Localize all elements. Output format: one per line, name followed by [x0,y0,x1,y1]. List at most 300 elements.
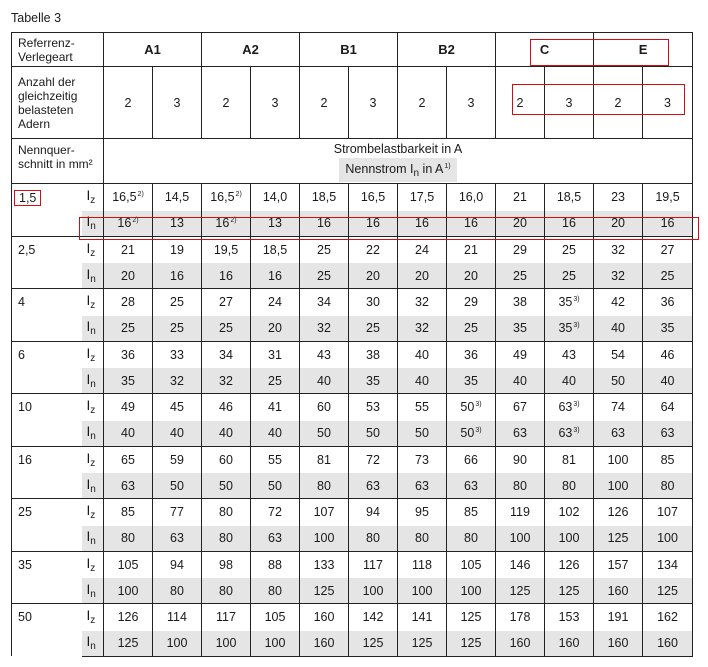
group-b2: B2 [398,33,496,67]
in-value-cell: 40 [398,368,447,394]
iz-value-cell: 18,5 [300,184,349,211]
iz-value-cell: 81 [545,446,594,473]
iz-value-cell: 88 [251,551,300,578]
iz-value-cell: 66 [447,446,496,473]
in-value-cell: 16 [398,211,447,237]
iz-value-cell: 45 [153,394,202,421]
iz-value-cell: 28 [104,289,153,316]
cores-count-cell: 3 [153,67,202,139]
iz-value-cell: 53 [349,394,398,421]
in-value-cell: 80 [202,578,251,604]
in-symbol: $I_n$ [82,316,104,342]
in-value-cell: 63 [643,421,693,447]
in-value-cell: 50 [251,473,300,499]
iz-value-cell: 117 [202,604,251,631]
iz-value-cell: 36 [104,341,153,368]
iz-symbol: $I_z$ [82,289,104,316]
in-value-cell: 25 [153,316,202,342]
in-value-cell: 40 [104,421,153,447]
header-row-count [12,67,693,139]
cross-section-value: 1,5 [12,184,82,237]
in-value-cell: 125 [300,578,349,604]
iz-value-cell: 27 [643,236,693,263]
iz-value-cell: 72 [349,446,398,473]
group-e: E [594,33,693,67]
in-value-cell: 40 [594,316,643,342]
in-symbol: $I_n$ [82,526,104,552]
in-value-cell: 125 [447,631,496,657]
iz-value-cell: 126 [594,499,643,526]
footnote-mark: 2) [132,217,139,224]
in-value-cell: 100 [349,578,398,604]
in-value-cell: 20 [251,316,300,342]
in-symbol: $I_n$ [82,211,104,237]
in-value-cell: 32 [300,316,349,342]
in-value-cell: 20 [594,211,643,237]
iz-symbol: $I_z$ [82,551,104,578]
iz-value-cell: 38 [496,289,545,316]
iz-value-cell: 14,5 [153,184,202,211]
in-value-cell: 13 [251,211,300,237]
in-value-cell: 25 [300,263,349,289]
iz-value-cell: 119 [496,499,545,526]
iz-value-cell: 85 [104,499,153,526]
iz-value-cell: 94 [349,499,398,526]
group-a2: A2 [202,33,300,67]
table-row-iz [12,551,693,578]
iz-value-cell: 22 [349,236,398,263]
in-value-cell: 25 [349,316,398,342]
iz-value-cell: 105 [104,551,153,578]
group-b1: B1 [300,33,398,67]
iz-value-cell: 23 [594,184,643,211]
in-value-cell: 100 [153,631,202,657]
in-value-cell: 16 [447,211,496,237]
cross-section-value: 16 [12,446,82,499]
table-row-in [12,211,693,237]
iz-value-cell: 107 [643,499,693,526]
in-value-cell: 16 [545,211,594,237]
table-row-in [12,263,693,289]
iz-value-cell: 46 [643,341,693,368]
iz-value-cell: 85 [447,499,496,526]
in-value-cell: 25 [104,316,153,342]
iz-value-cell: 50$^{3)}$ [447,394,496,421]
footnote-mark: 3) [573,427,580,434]
in-value-cell: 16 [251,263,300,289]
cores-count-cell: 2 [398,67,447,139]
iz-value-cell: 60 [202,446,251,473]
iz-value-cell: 42 [594,289,643,316]
in-value-cell: 80 [643,473,693,499]
footnote-mark: 2) [230,217,237,224]
iz-value-cell: 80 [202,499,251,526]
in-value-cell: 20 [398,263,447,289]
in-value-cell: 13 [153,211,202,237]
in-value-cell: 100 [594,473,643,499]
iz-value-cell: 117 [349,551,398,578]
cross-section-value: 25 [12,499,82,552]
count-label: Anzahl der gleichzeitig belasteten Adern [12,67,104,139]
in-value-cell: 63 [104,473,153,499]
footnote-mark: 3) [573,322,580,329]
iz-value-cell: 72 [251,499,300,526]
table-row-in [12,526,693,552]
in-value-cell: 63 [496,421,545,447]
iz-value-cell: 162 [643,604,693,631]
in-value-cell: 50 [594,368,643,394]
iz-symbol: $I_z$ [82,394,104,421]
iz-value-cell: 94 [153,551,202,578]
iz-value-cell: 142 [349,604,398,631]
iz-value-cell: 25 [300,236,349,263]
in-value-cell: 20 [496,211,545,237]
iz-value-cell: 34 [300,289,349,316]
cores-count-cell: 3 [643,67,693,139]
iz-value-cell: 38 [349,341,398,368]
in-value-cell: 50 [349,421,398,447]
iz-value-cell: 81 [300,446,349,473]
iz-value-cell: 55 [398,394,447,421]
cores-count-cell: 3 [447,67,496,139]
iz-value-cell: 25 [153,289,202,316]
table-row-iz [12,184,693,211]
cross-section-value: 4 [12,289,82,342]
footnote-mark: 2) [137,191,144,199]
footnote-mark: 2) [235,191,242,199]
iz-value-cell: 107 [300,499,349,526]
in-value-cell: 16 [349,211,398,237]
in-value-cell: 100 [496,526,545,552]
table-row-iz [12,604,693,631]
in-value-cell: 50 [300,421,349,447]
iz-value-cell: 77 [153,499,202,526]
in-value-cell: 40 [300,368,349,394]
in-symbol: $I_n$ [82,473,104,499]
in-value-cell: 50 [398,421,447,447]
iz-value-cell: 32 [398,289,447,316]
in-value-cell: 25 [545,263,594,289]
iz-value-cell: 125 [447,604,496,631]
iz-symbol: $I_z$ [82,236,104,263]
iz-value-cell: 105 [251,604,300,631]
iz-value-cell: 34 [202,341,251,368]
iz-value-cell: 24 [398,236,447,263]
iz-value-cell: 29 [496,236,545,263]
iz-value-cell: 16,5 [349,184,398,211]
rated-current-label: Nennstrom $I_n$ in A$^{1)}$ [339,158,456,182]
in-value-cell: 160 [643,631,693,657]
in-value-cell: 20 [104,263,153,289]
in-value-cell: 35 [349,368,398,394]
in-value-cell: 16 [202,263,251,289]
table-body [12,33,693,657]
in-value-cell: 35 [496,316,545,342]
iz-value-cell: 30 [349,289,398,316]
in-value-cell: 80 [300,473,349,499]
group-a1: A1 [104,33,202,67]
iz-value-cell: 36 [447,341,496,368]
in-value-cell: 40 [251,421,300,447]
in-value-cell: 32 [594,263,643,289]
in-value-cell: 80 [153,578,202,604]
in-symbol: $I_n$ [82,263,104,289]
iz-value-cell: 19,5 [202,236,251,263]
in-value-cell: 63$^{3)}$ [545,421,594,447]
in-symbol: $I_n$ [82,578,104,604]
iz-value-cell: 46 [202,394,251,421]
table-caption: Tabelle 3 [11,11,62,25]
iz-value-cell: 114 [153,604,202,631]
in-value-cell: 35$^{3)}$ [545,316,594,342]
in-value-cell: 63 [594,421,643,447]
iz-value-cell: 126 [104,604,153,631]
iz-value-cell: 21 [496,184,545,211]
in-value-cell: 80 [104,526,153,552]
iz-value-cell: 134 [643,551,693,578]
iz-value-cell: 85 [643,446,693,473]
in-value-cell: 50 [202,473,251,499]
iz-value-cell: 32 [594,236,643,263]
in-value-cell: 16$^{2)}$ [202,211,251,237]
in-value-cell: 50$^{3)}$ [447,421,496,447]
in-value-cell: 16$^{2)}$ [104,211,153,237]
footnote-mark: 3) [573,401,580,409]
iz-value-cell: 102 [545,499,594,526]
in-value-cell: 80 [398,526,447,552]
cores-count-cell: 2 [300,67,349,139]
table-row-in [12,368,693,394]
in-value-cell: 80 [496,473,545,499]
in-value-cell: 80 [545,473,594,499]
in-value-cell: 40 [545,368,594,394]
in-value-cell: 100 [447,578,496,604]
cores-count-cell: 3 [349,67,398,139]
table-row-iz [12,499,693,526]
cross-section-value: 50 [12,604,82,657]
iz-value-cell: 191 [594,604,643,631]
iz-value-cell: 49 [104,394,153,421]
iz-value-cell: 49 [496,341,545,368]
iz-value-cell: 25 [545,236,594,263]
in-value-cell: 100 [643,526,693,552]
in-value-cell: 63 [398,473,447,499]
header-row-cross [12,139,693,184]
iz-value-cell: 41 [251,394,300,421]
iz-value-cell: 146 [496,551,545,578]
iz-symbol: $I_z$ [82,446,104,473]
table-row-in [12,631,693,657]
cores-count-cell: 2 [594,67,643,139]
in-value-cell: 16 [300,211,349,237]
in-value-cell: 125 [496,578,545,604]
iz-value-cell: 40 [398,341,447,368]
in-value-cell: 16 [153,263,202,289]
cores-count-cell: 2 [104,67,153,139]
footnote-mark: 3) [573,296,580,304]
in-value-cell: 32 [153,368,202,394]
iz-value-cell: 65 [104,446,153,473]
cross-section-label: Nennquer- schnitt in mm² [12,139,104,184]
table-row-iz [12,446,693,473]
iz-value-cell: 100 [594,446,643,473]
header-row-ref [12,33,693,67]
iz-value-cell: 133 [300,551,349,578]
iz-value-cell: 55 [251,446,300,473]
table-row-in [12,316,693,342]
in-value-cell: 40 [202,421,251,447]
iz-value-cell: 105 [447,551,496,578]
ref-label: Referrenz- Verlegeart [12,33,104,67]
in-value-cell: 25 [643,263,693,289]
cross-section-value: 10 [12,394,82,447]
in-value-cell: 63 [447,473,496,499]
footnote-mark: 3) [475,427,482,434]
group-c: C [496,33,594,67]
table-row-in [12,421,693,447]
in-value-cell: 125 [104,631,153,657]
iz-value-cell: 59 [153,446,202,473]
in-value-cell: 160 [594,631,643,657]
cores-count-cell: 2 [496,67,545,139]
in-value-cell: 100 [202,631,251,657]
iz-value-cell: 64 [643,394,693,421]
iz-value-cell: 16,0 [447,184,496,211]
iz-value-cell: 141 [398,604,447,631]
in-value-cell: 80 [202,526,251,552]
in-value-cell: 63 [153,526,202,552]
in-value-cell: 35 [447,368,496,394]
iz-value-cell: 21 [104,236,153,263]
iz-value-cell: 14,0 [251,184,300,211]
in-value-cell: 160 [300,631,349,657]
in-symbol: $I_n$ [82,631,104,657]
in-value-cell: 32 [202,368,251,394]
in-value-cell: 100 [104,578,153,604]
cores-count-cell: 3 [545,67,594,139]
in-value-cell: 25 [251,368,300,394]
in-value-cell: 35 [643,316,693,342]
iz-value-cell: 73 [398,446,447,473]
table-row-iz [12,394,693,421]
table-row-in [12,578,693,604]
load-title: Strombelastbarkeit in A [333,141,463,156]
load-header [104,139,693,184]
in-value-cell: 160 [594,578,643,604]
in-symbol: $I_n$ [82,368,104,394]
in-value-cell: 25 [496,263,545,289]
current-capacity-table [11,32,693,657]
in-value-cell: 100 [398,578,447,604]
in-value-cell: 125 [398,631,447,657]
iz-value-cell: 36 [643,289,693,316]
in-value-cell: 20 [447,263,496,289]
iz-value-cell: 43 [545,341,594,368]
iz-symbol: $I_z$ [82,499,104,526]
iz-value-cell: 60 [300,394,349,421]
iz-value-cell: 16,5$^{2)}$ [202,184,251,211]
table-row-iz [12,236,693,263]
in-value-cell: 40 [496,368,545,394]
in-value-cell: 50 [153,473,202,499]
cross-section-value: 35 [12,551,82,604]
in-value-cell: 40 [643,368,693,394]
in-value-cell: 80 [447,526,496,552]
iz-value-cell: 43 [300,341,349,368]
in-value-cell: 100 [300,526,349,552]
in-value-cell: 80 [251,578,300,604]
iz-value-cell: 27 [202,289,251,316]
in-value-cell: 35 [104,368,153,394]
iz-value-cell: 90 [496,446,545,473]
iz-value-cell: 35$^{3)}$ [545,289,594,316]
iz-symbol: $I_z$ [82,184,104,211]
in-value-cell: 100 [251,631,300,657]
footnote-mark: 3) [475,401,482,409]
iz-value-cell: 160 [300,604,349,631]
in-symbol: $I_n$ [82,421,104,447]
iz-value-cell: 33 [153,341,202,368]
iz-value-cell: 29 [447,289,496,316]
iz-value-cell: 18,5 [251,236,300,263]
table-row-iz [12,341,693,368]
iz-value-cell: 153 [545,604,594,631]
iz-value-cell: 126 [545,551,594,578]
iz-value-cell: 16,5$^{2)}$ [104,184,153,211]
iz-value-cell: 63$^{3)}$ [545,394,594,421]
in-value-cell: 16 [643,211,693,237]
iz-value-cell: 157 [594,551,643,578]
in-value-cell: 100 [545,526,594,552]
iz-value-cell: 19 [153,236,202,263]
iz-value-cell: 54 [594,341,643,368]
in-value-cell: 160 [496,631,545,657]
in-value-cell: 160 [545,631,594,657]
cross-section-value: 2,5 [12,236,82,289]
iz-value-cell: 74 [594,394,643,421]
in-value-cell: 125 [545,578,594,604]
cross-section-value: 6 [12,341,82,394]
iz-value-cell: 19,5 [643,184,693,211]
in-value-cell: 25 [447,316,496,342]
in-value-cell: 63 [349,473,398,499]
in-value-cell: 25 [202,316,251,342]
table-row-in [12,473,693,499]
iz-value-cell: 178 [496,604,545,631]
iz-symbol: $I_z$ [82,604,104,631]
iz-value-cell: 18,5 [545,184,594,211]
in-value-cell: 32 [398,316,447,342]
table-row-iz [12,289,693,316]
in-value-cell: 125 [349,631,398,657]
iz-value-cell: 21 [447,236,496,263]
iz-value-cell: 118 [398,551,447,578]
in-value-cell: 125 [594,526,643,552]
iz-value-cell: 24 [251,289,300,316]
iz-value-cell: 17,5 [398,184,447,211]
iz-value-cell: 95 [398,499,447,526]
in-value-cell: 63 [251,526,300,552]
iz-value-cell: 67 [496,394,545,421]
cores-count-cell: 3 [251,67,300,139]
cores-count-cell: 2 [202,67,251,139]
iz-value-cell: 98 [202,551,251,578]
iz-value-cell: 31 [251,341,300,368]
iz-symbol: $I_z$ [82,341,104,368]
in-value-cell: 80 [349,526,398,552]
in-value-cell: 20 [349,263,398,289]
in-value-cell: 125 [643,578,693,604]
